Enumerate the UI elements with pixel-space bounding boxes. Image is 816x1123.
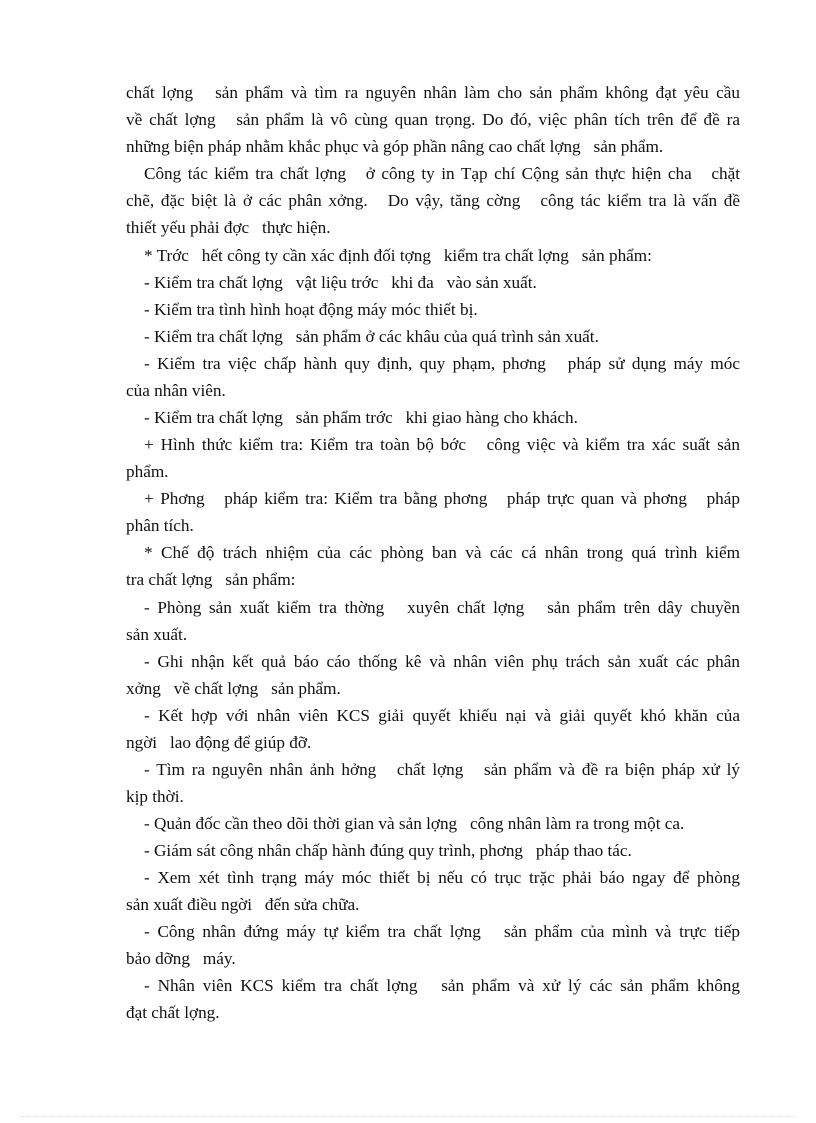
text-line: chất lợng sản phẩm và tìm ra nguyên nhân làm cho sản phẩm không đạt yêu cầu: [126, 83, 740, 102]
text-line: thiết yếu phải đợc thực hiện.: [126, 218, 331, 237]
text-line: - Quản đốc cần theo dõi thời gian và sản lợng công nhân làm ra trong một ca.: [144, 814, 685, 833]
text-line: * Chế độ trách nhiệm của các phòng ban và các cá nhân trong quá trình kiểm: [144, 543, 740, 562]
text-line: - Phòng sản xuất kiểm tra thờng xuyên chất lợng sản phẩm trên dây chuyền: [144, 598, 740, 617]
text-line: sản xuất điều ngời đến sửa chữa.: [126, 895, 360, 914]
text-line: bảo dỡng máy.: [126, 949, 236, 968]
text-line: những biện pháp nhằm khắc phục và góp phần nâng cao chất lợng sản phẩm.: [126, 137, 664, 156]
text-line: + Hình thức kiểm tra: Kiểm tra toàn bộ bớc công việc và kiểm tra xác suất sản: [144, 435, 740, 454]
text-line: - Ghi nhận kết quả báo cáo thống kê và nhân viên phụ trách sản xuất các phân: [144, 652, 740, 671]
text-line: tra chất lợng sản phẩm:: [126, 570, 296, 589]
text-line: xởng về chất lợng sản phẩm.: [126, 679, 341, 698]
text-line: về chất lợng sản phẩm là vô cùng quan trọng. Do đó, việc phân tích trên để đề ra: [126, 110, 740, 129]
text-line: - Kiểm tra chất lợng vật liệu trớc khi đa vào sản xuất.: [144, 273, 537, 292]
text-line: - Xem xét tình trạng máy móc thiết bị nếu có trục trặc phải báo ngay để phòng: [144, 868, 740, 887]
text-line: - Công nhân đứng máy tự kiểm tra chất lợng sản phẩm của mình và trực tiếp: [144, 922, 740, 941]
text-line: của nhân viên.: [126, 381, 226, 400]
text-line: - Kiểm tra tình hình hoạt động máy móc thiết bị.: [144, 300, 478, 319]
text-line: chẽ, đặc biệt là ở các phân xởng. Do vậy, tăng cờng công tác kiểm tra là vấn đề: [126, 191, 740, 210]
text-line: - Kiểm tra chất lợng sản phẩm trớc khi giao hàng cho khách.: [144, 408, 578, 427]
text-line: đạt chất lợng.: [126, 1003, 220, 1022]
text-line: * Trớc hết công ty cần xác định đối tợng kiểm tra chất lợng sản phẩm:: [144, 246, 652, 265]
text-line: ngời lao động để giúp đỡ.: [126, 733, 312, 752]
text-line: phẩm.: [126, 462, 169, 481]
text-line: Công tác kiểm tra chất lợng ở công ty in Tạp chí Cộng sản thực hiện cha chặt: [144, 164, 740, 183]
text-line: - Giám sát công nhân chấp hành đúng quy trình, phơng pháp thao tác.: [144, 841, 632, 860]
text-line: phân tích.: [126, 516, 194, 535]
text-line: - Kiểm tra chất lợng sản phẩm ở các khâu của quá trình sản xuất.: [144, 327, 599, 346]
footer-divider: [20, 1116, 796, 1117]
text-line: - Kết hợp với nhân viên KCS giải quyết khiếu nại và giải quyết khó khăn của: [144, 706, 740, 725]
text-line: + Phơng pháp kiểm tra: Kiểm tra bằng phơng pháp trực quan và phơng pháp: [144, 489, 740, 508]
text-line: - Kiểm tra việc chấp hành quy định, quy phạm, phơng pháp sử dụng máy móc: [144, 354, 740, 373]
text-line: - Tìm ra nguyên nhân ảnh hởng chất lợng sản phẩm và đề ra biện pháp xử lý: [144, 760, 740, 779]
text-line: - Nhân viên KCS kiểm tra chất lợng sản phẩm và xử lý các sản phẩm không: [144, 976, 740, 995]
text-line: kịp thời.: [126, 787, 184, 806]
text-line: sản xuất.: [126, 625, 188, 644]
